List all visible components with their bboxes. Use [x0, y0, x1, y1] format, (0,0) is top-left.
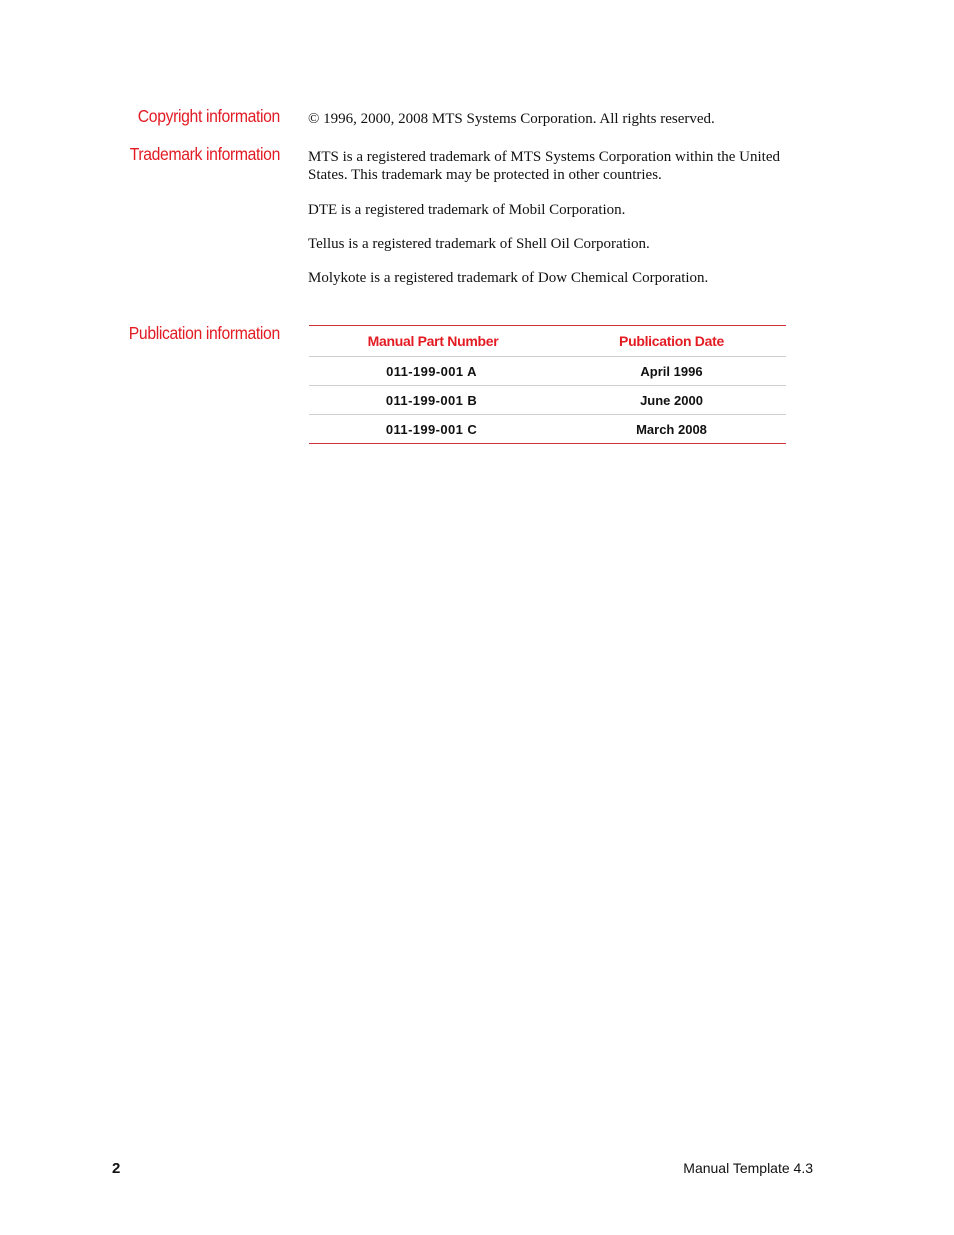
document-title: Manual Template 4.3 [683, 1160, 813, 1176]
table-row [309, 357, 786, 386]
trademark-paragraph-molykote: Molykote is a registered trademark of Dow Chemical Corporation. [308, 270, 709, 286]
trademark-heading: Trademark information [129, 144, 280, 164]
copyright-heading: Copyright information [137, 106, 280, 126]
publication-table [309, 325, 786, 444]
table-row [309, 386, 786, 415]
trademark-paragraph-mts: MTS is a registered trademark of MTS Systems Corporation within the United States. This trademark may be protected in other countries. [308, 149, 781, 183]
publication-date-cell: March 2008 [557, 415, 786, 444]
column-header-part-number: Manual Part Number [309, 326, 557, 357]
trademark-paragraph-tellus: Tellus is a registered trademark of Shell Oil Corporation. [308, 236, 650, 252]
part-number-cell: 011-199-001 B [309, 386, 557, 415]
copyright-text: © 1996, 2000, 2008 MTS Systems Corporation. All rights reserved. [308, 111, 715, 127]
page-number: 2 [112, 1160, 121, 1177]
part-number-cell: 011-199-001 C [309, 415, 557, 444]
publication-date-cell: April 1996 [557, 357, 786, 386]
publication-heading: Publication information [128, 323, 280, 343]
publication-date-cell: June 2000 [557, 386, 786, 415]
trademark-paragraph-dte: DTE is a registered trademark of Mobil Corporation. [308, 202, 626, 218]
table-header-row [309, 326, 786, 357]
column-header-publication-date: Publication Date [557, 326, 786, 357]
table-row [309, 415, 786, 444]
part-number-cell: 011-199-001 A [309, 357, 557, 386]
